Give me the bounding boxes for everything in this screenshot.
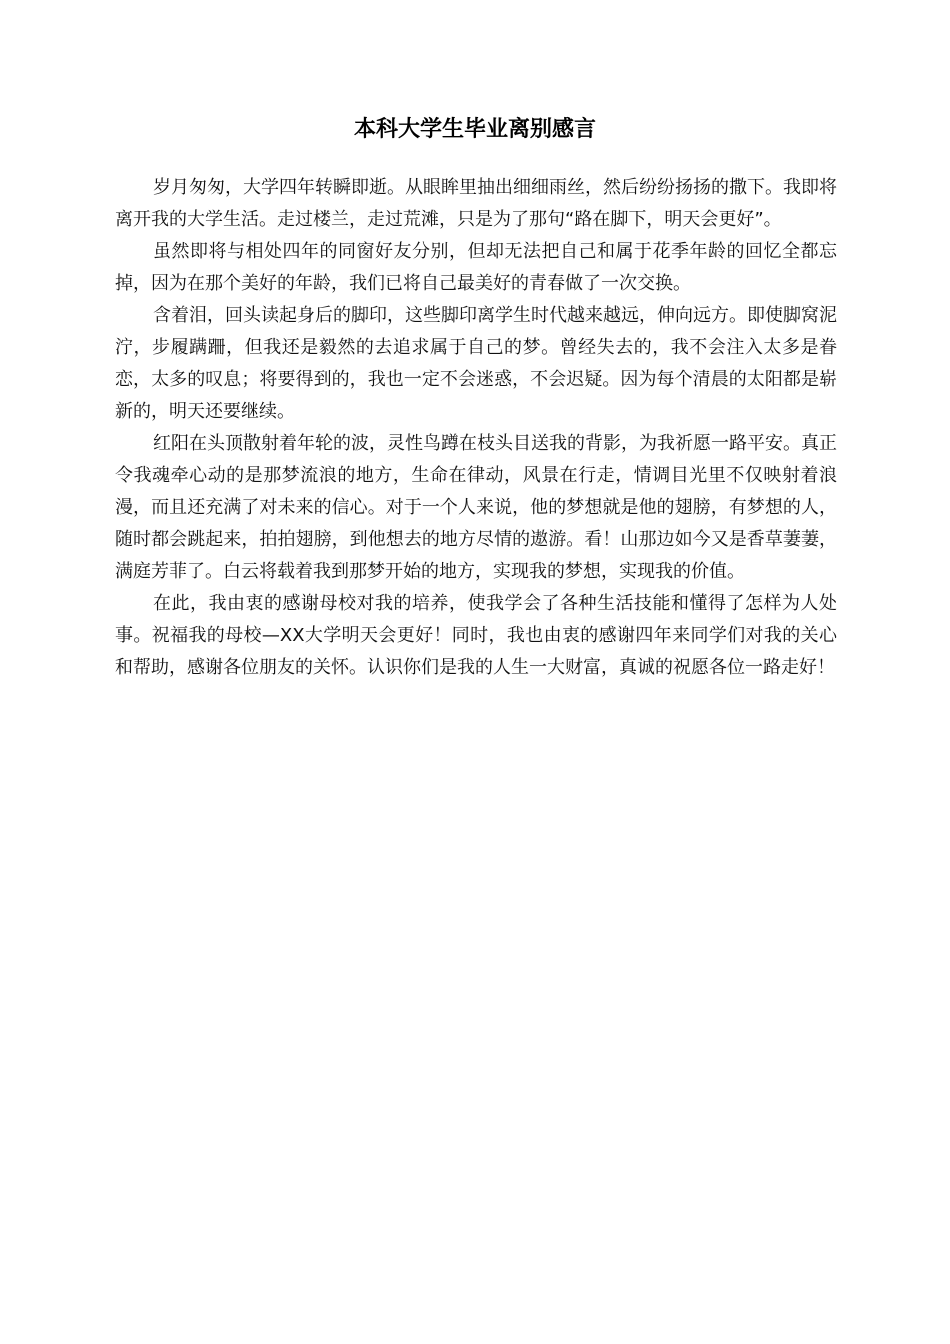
document-body [115, 172, 837, 684]
paragraph-4: 红阳在头顶散射着年轮的波，灵性鸟蹲在枝头目送我的背影，为我祈愿一路平安。真正令我魂牵心动的是那梦流浪的地方，生命在律动，风景在行走，情调目光里不仅映射着浪漫，而且还充满了对未来的信心。对于一个人来说，他的梦想就是他的翅膀，有梦想的人，随时都会跳起来，拍拍翅膀，到他想去的地方尽情的遨游。看！山那边如今又是香草萋萋，满庭芳菲了。白云将载着我到那梦开始的地方，实现我的梦想，实现我的价值。 [115, 433, 837, 582]
paragraph-1: 岁月匆匆，大学四年转瞬即逝。从眼眸里抽出细细雨丝，然后纷纷扬扬的撒下。我即将离开我的大学生活。走过楼兰，走过荒滩，只是为了那句“路在脚下，明天会更好”。 [115, 177, 837, 230]
paragraph-2: 虽然即将与相处四年的同窗好友分别，但却无法把自己和属于花季年龄的回忆全都忘掉，因为在那个美好的年龄，我们已将自己最美好的青春做了一次交换。 [115, 241, 837, 294]
document-title: 本科大学生毕业离别感言 [353, 117, 596, 142]
paragraph-3: 含着泪，回头读起身后的脚印，这些脚印离学生时代越来越远，伸向远方。即使脚窝泥泞，步履蹒跚，但我还是毅然的去追求属于自己的梦。曾经失去的，我不会注入太多是眷恋，太多的叹息；将要得到的，我也一定不会迷惑，不会迟疑。因为每个清晨的太阳都是崭新的，明天还要继续。 [115, 305, 837, 422]
paragraph-5: 在此，我由衷的感谢母校对我的培养，使我学会了各种生活技能和懂得了怎样为人处事。祝福我的母校—XX大学明天会更好！同时，我也由衷的感谢四年来同学们对我的关心和帮助，感谢各位朋友的关怀。认识你们是我的人生一大财富，真诚的祝愿各位一路走好！ [115, 593, 837, 678]
